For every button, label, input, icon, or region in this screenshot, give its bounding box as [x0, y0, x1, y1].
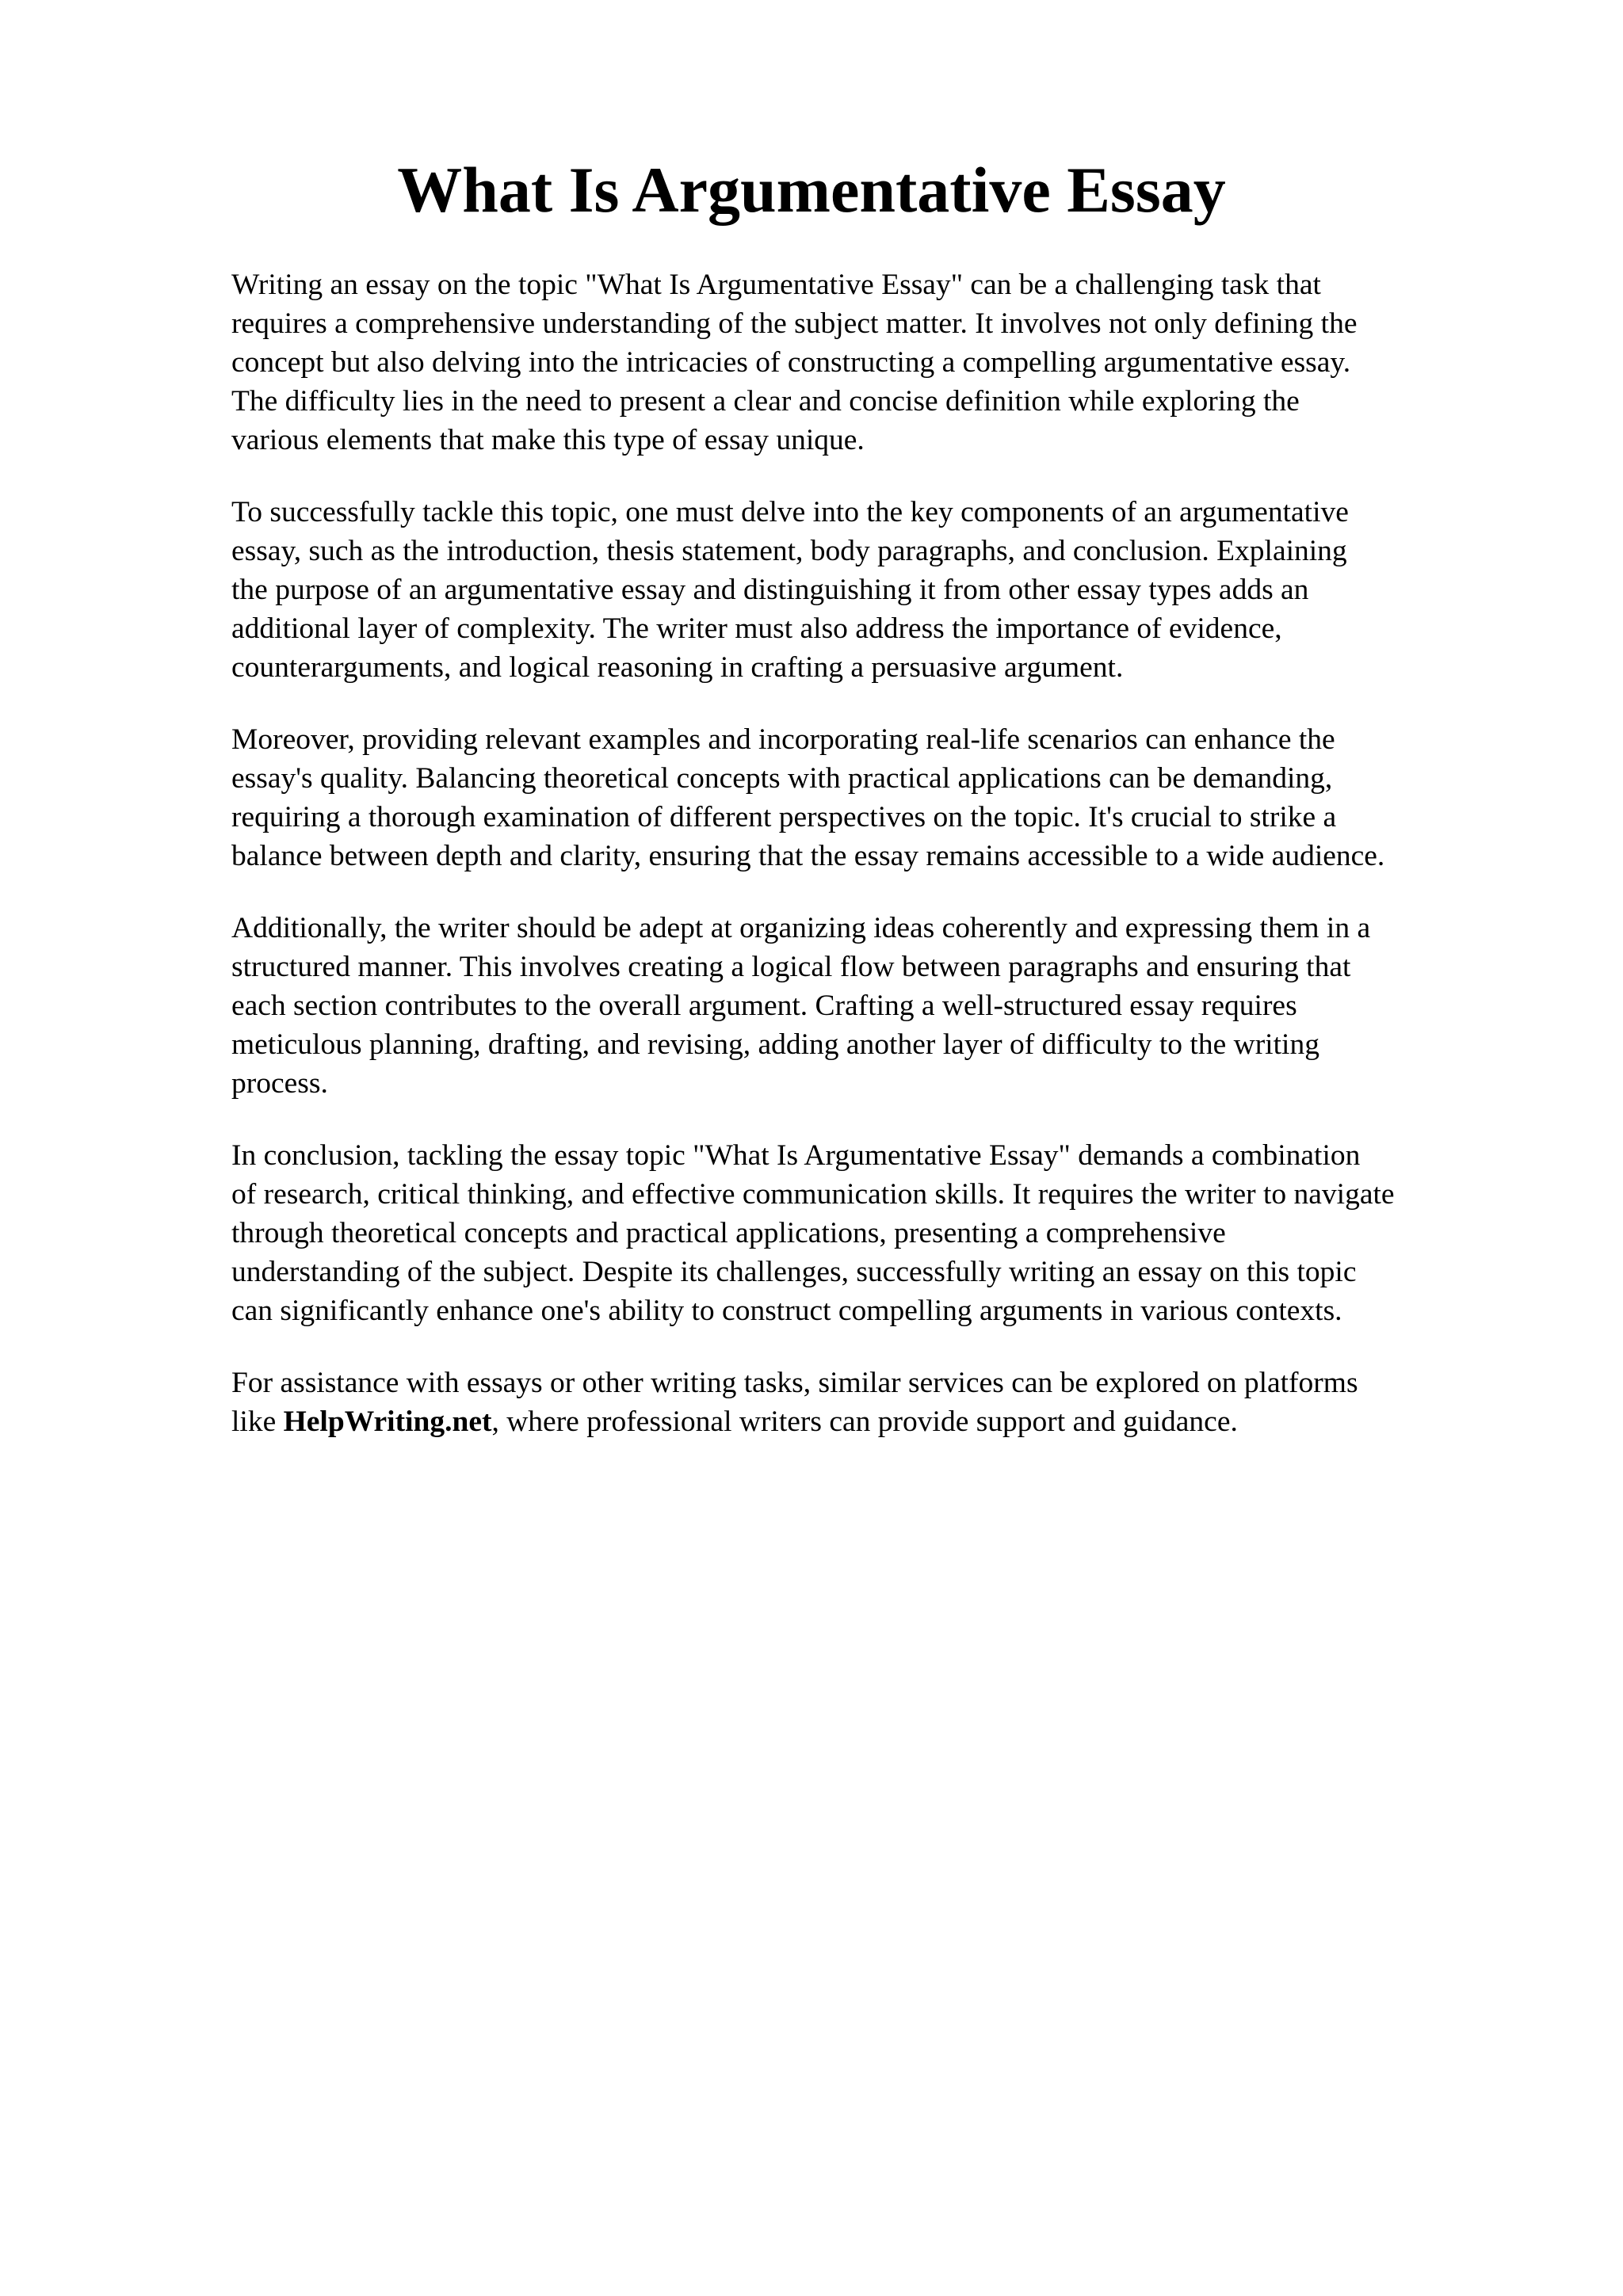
paragraph-line: The difficulty lies in the need to present a clear and concise definition while exploring the	[231, 385, 1300, 418]
paragraph-line: essay's quality. Balancing theoretical concepts with practical applications can be demanding,	[231, 762, 1333, 795]
paragraph-line: In conclusion, tackling the essay topic "What Is Argumentative Essay" demands a combination	[231, 1139, 1361, 1172]
closing-line-1: For assistance with essays or other writing tasks, similar services can be explored on platforms	[231, 1367, 1358, 1399]
paragraph-line: To successfully tackle this topic, one must delve into the key components of an argumentative	[231, 496, 1349, 528]
document-body	[231, 265, 1531, 1474]
closing-prefix: like	[231, 1405, 284, 1438]
paragraph-line: each section contributes to the overall argument. Crafting a well-structured essay requires	[231, 990, 1297, 1022]
paragraph-3	[231, 720, 1531, 875]
paragraph-line: can significantly enhance one's ability to construct compelling arguments in various contexts.	[231, 1295, 1342, 1327]
paragraph-4	[231, 909, 1531, 1103]
paragraph-line: the purpose of an argumentative essay and distinguishing it from other essay types adds an	[231, 574, 1309, 606]
closing-suffix: , where professional writers can provide support and guidance.	[491, 1405, 1238, 1438]
paragraph-line: requires a comprehensive understanding of the subject matter. It involves not only defining the	[231, 307, 1358, 340]
paragraph-1	[231, 265, 1531, 460]
paragraph-line: Additionally, the writer should be adept at organizing ideas coherently and expressing them in a	[231, 912, 1371, 944]
closing-line-2	[231, 1402, 1531, 1441]
paragraph-line: counterarguments, and logical reasoning in crafting a persuasive argument.	[231, 651, 1124, 684]
paragraph-line: essay, such as the introduction, thesis statement, body paragraphs, and conclusion. Explaining	[231, 535, 1347, 567]
paragraph-line: various elements that make this type of essay unique.	[231, 424, 865, 456]
closing-paragraph	[231, 1363, 1531, 1441]
paragraph-line: requiring a thorough examination of different perspectives on the topic. It's crucial to strike a	[231, 801, 1337, 833]
paragraph-line: Moreover, providing relevant examples and incorporating real-life scenarios can enhance the	[231, 723, 1335, 756]
document-title: What Is Argumentative Essay	[397, 154, 1226, 226]
paragraph-line: Writing an essay on the topic "What Is Argumentative Essay" can be a challenging task that	[231, 269, 1321, 301]
paragraph-5	[231, 1136, 1531, 1330]
paragraph-line: additional layer of complexity. The writer must also address the importance of evidence,	[231, 612, 1282, 645]
paragraph-line: through theoretical concepts and practical applications, presenting a comprehensive	[231, 1217, 1226, 1249]
paragraph-line: structured manner. This involves creating a logical flow between paragraphs and ensuring that	[231, 951, 1351, 983]
paragraph-2	[231, 493, 1531, 687]
paragraph-line: meticulous planning, drafting, and revising, adding another layer of difficulty to the writing	[231, 1028, 1319, 1061]
paragraph-line: understanding of the subject. Despite its challenges, successfully writing an essay on this topic	[231, 1256, 1357, 1288]
paragraph-line: process.	[231, 1067, 328, 1100]
paragraph-line: balance between depth and clarity, ensuring that the essay remains accessible to a wide audience.	[231, 840, 1385, 872]
paragraph-line: of research, critical thinking, and effective communication skills. It requires the writer to navigate	[231, 1178, 1395, 1211]
paragraph-line: concept but also delving into the intricacies of constructing a compelling argumentative essay.	[231, 346, 1351, 379]
helpwriting-brand: HelpWriting.net	[283, 1405, 492, 1438]
